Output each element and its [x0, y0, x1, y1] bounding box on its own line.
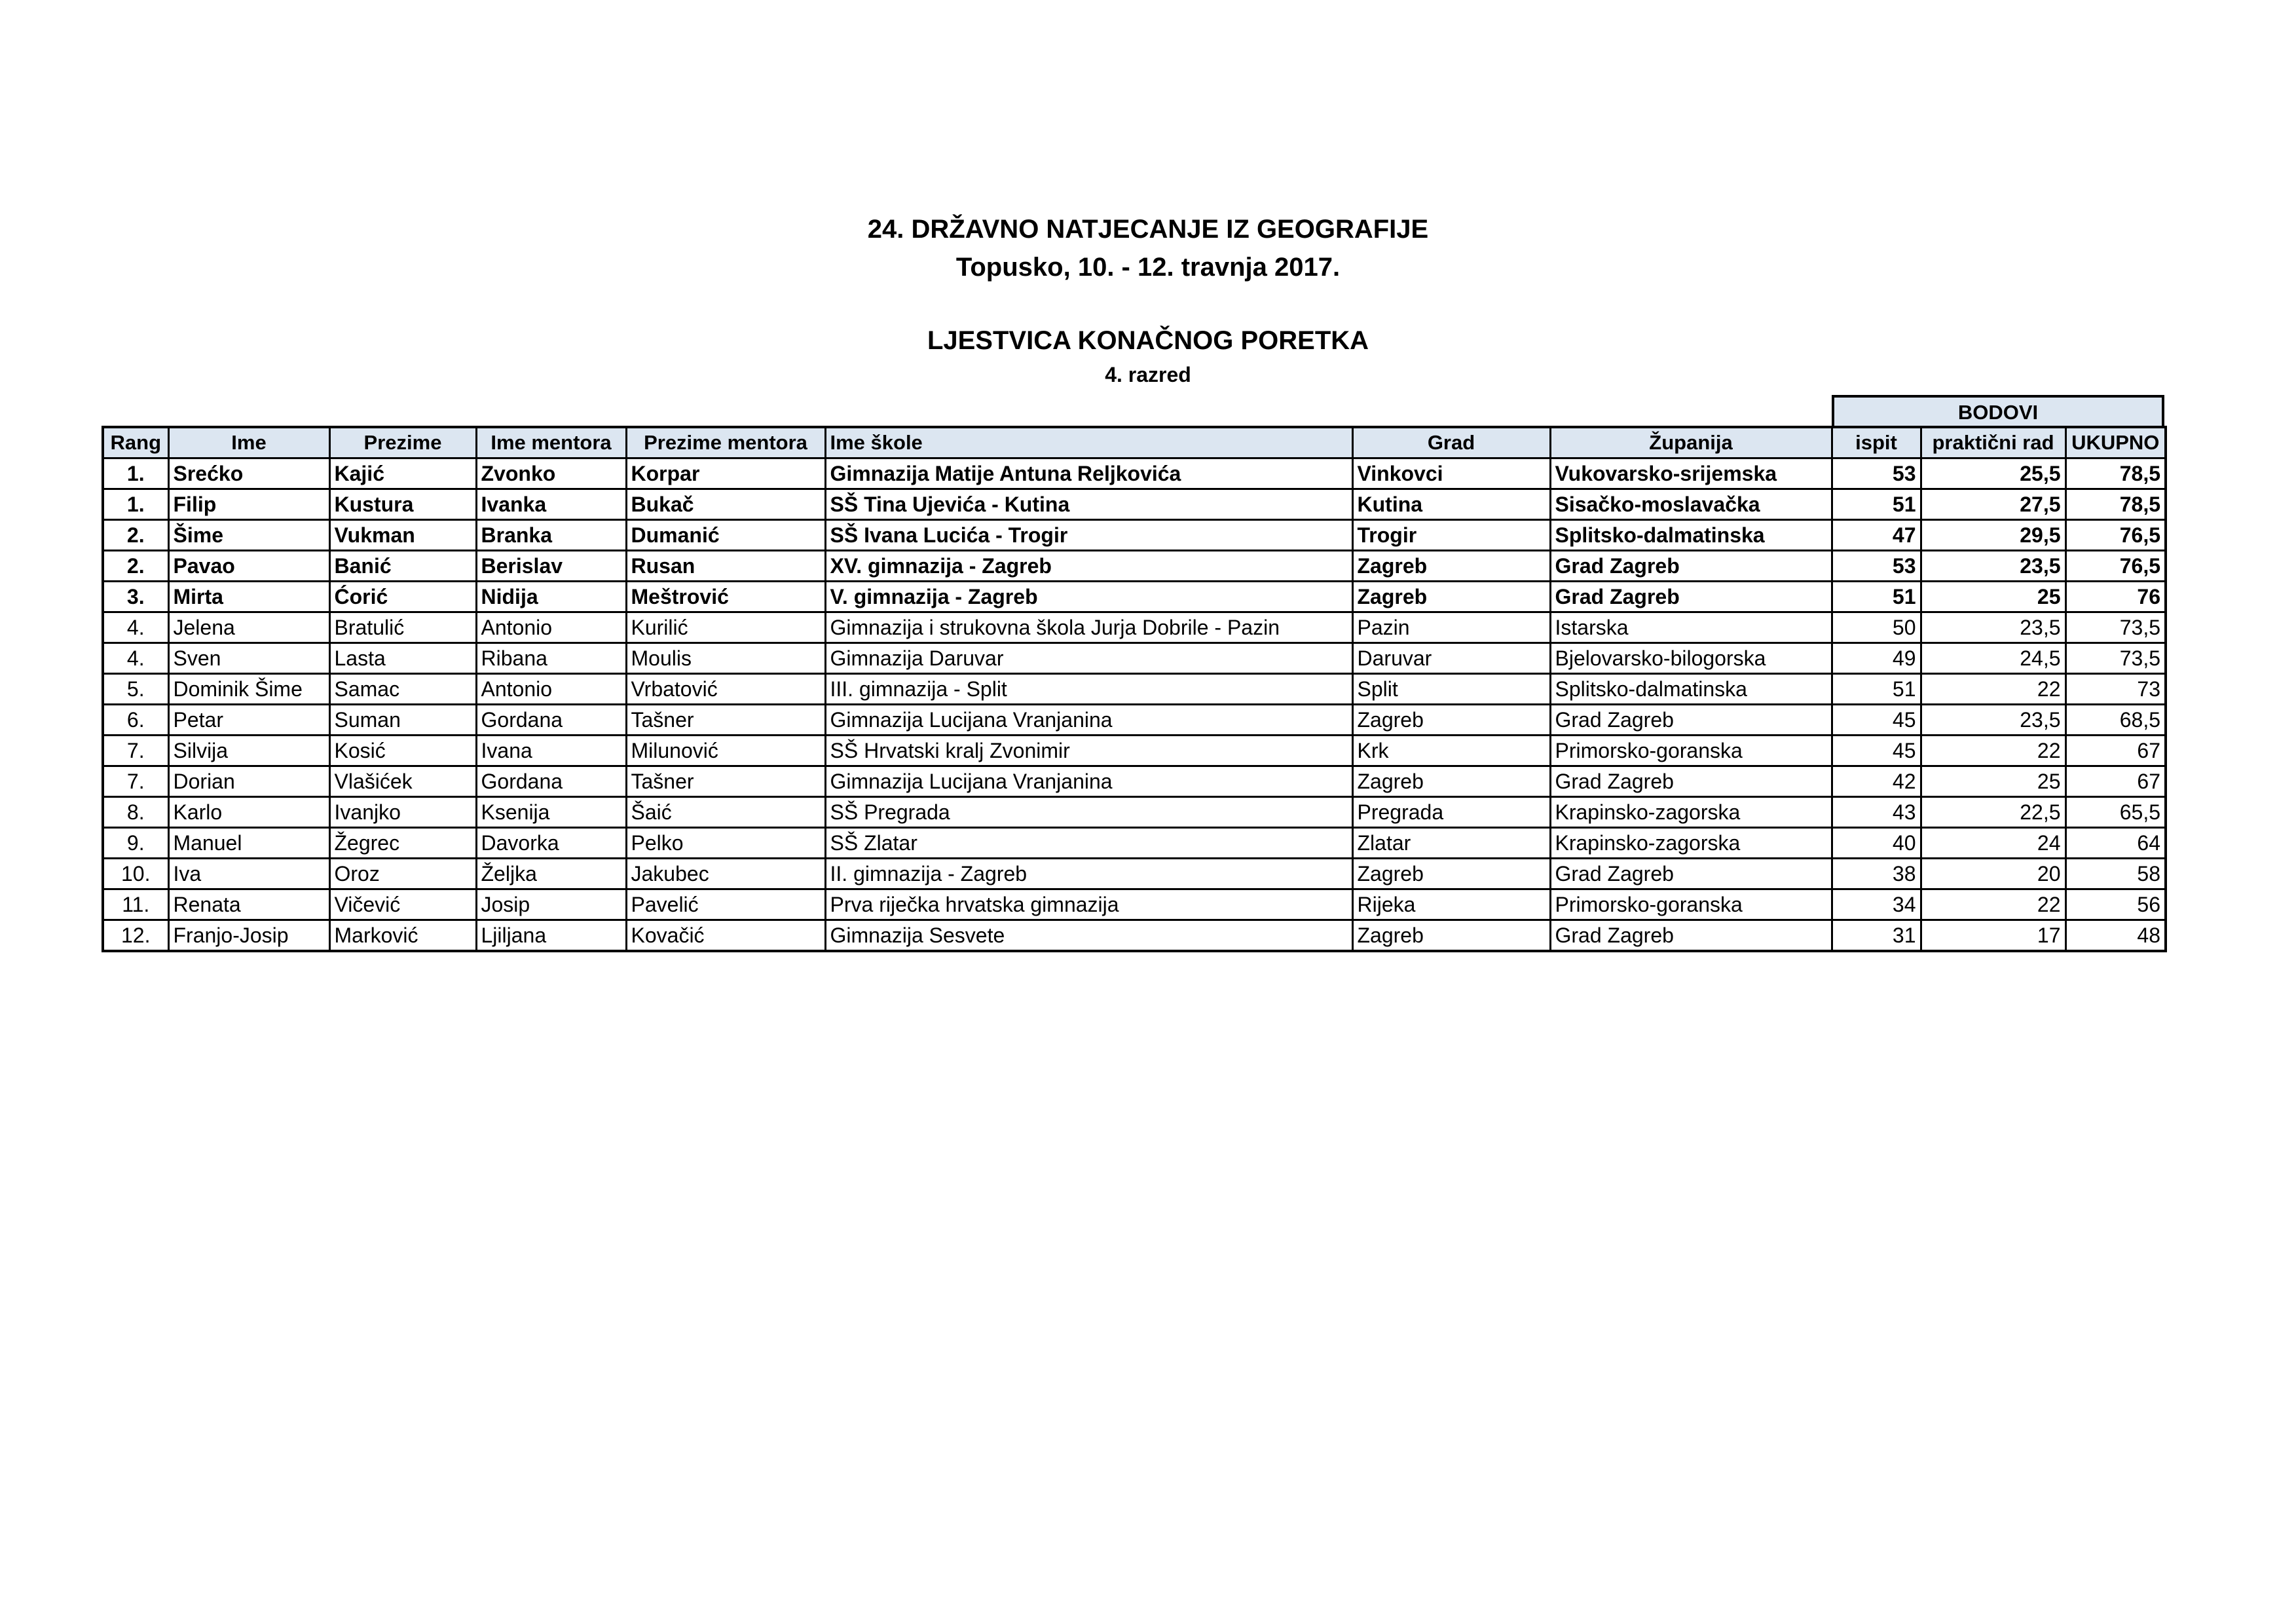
table-cell: 73,5 — [2065, 643, 2166, 674]
table-cell: 68,5 — [2065, 705, 2166, 736]
table-row — [103, 489, 2166, 520]
table-cell: 22,5 — [1921, 797, 2065, 828]
table-cell: Bratulić — [329, 612, 476, 643]
table-cell: Krapinsko-zagorska — [1550, 797, 1832, 828]
table-cell: Kosić — [329, 736, 476, 766]
table-cell: Jakubec — [626, 859, 825, 889]
table-cell: V. gimnazija - Zagreb — [825, 582, 1352, 612]
table-cell: 42 — [1832, 766, 1921, 797]
column-header: praktični rad — [1921, 427, 2065, 458]
table-cell: 9. — [103, 828, 168, 859]
table-cell: 51 — [1832, 674, 1921, 705]
table-cell: 12. — [103, 920, 168, 952]
table-cell: 58 — [2065, 859, 2166, 889]
table-cell: 17 — [1921, 920, 2065, 952]
table-cell: 78,5 — [2065, 489, 2166, 520]
table-cell: Vukovarsko-srijemska — [1550, 458, 1832, 489]
table-cell: Gordana — [476, 766, 626, 797]
table-cell: 25 — [1921, 582, 2065, 612]
table-cell: Dumanić — [626, 520, 825, 551]
table-cell: Trogir — [1352, 520, 1550, 551]
table-cell: 45 — [1832, 705, 1921, 736]
table-cell: Rusan — [626, 551, 825, 582]
table-cell: Vukman — [329, 520, 476, 551]
table-cell: Primorsko-goranska — [1550, 736, 1832, 766]
table-cell: Daruvar — [1352, 643, 1550, 674]
event-date-location: Topusko, 10. - 12. travnja 2017. — [955, 253, 1341, 282]
table-cell: Zagreb — [1352, 920, 1550, 952]
table-cell: 5. — [103, 674, 168, 705]
table-cell: Filip — [168, 489, 329, 520]
table-cell: Grad Zagreb — [1550, 582, 1832, 612]
table-cell: Ivana — [476, 736, 626, 766]
table-cell: Šaić — [626, 797, 825, 828]
table-row — [103, 643, 2166, 674]
table-cell: 25 — [1921, 766, 2065, 797]
table-cell: Gimnazija i strukovna škola Jurja Dobrile - Pazin — [825, 612, 1352, 643]
table-cell: Kustura — [329, 489, 476, 520]
table-cell: Gimnazija Sesvete — [825, 920, 1352, 952]
table-cell: Nidija — [476, 582, 626, 612]
table-cell: Rijeka — [1352, 889, 1550, 920]
table-row — [103, 766, 2166, 797]
table-row — [103, 551, 2166, 582]
table-cell: 3. — [103, 582, 168, 612]
table-cell: Pregrada — [1352, 797, 1550, 828]
table-cell: Sven — [168, 643, 329, 674]
table-cell: 2. — [103, 551, 168, 582]
table-cell: 45 — [1832, 736, 1921, 766]
table-cell: Ćorić — [329, 582, 476, 612]
table-cell: Ivanjko — [329, 797, 476, 828]
table-cell: Vrbatović — [626, 674, 825, 705]
table-cell: 51 — [1832, 489, 1921, 520]
table-cell: Gimnazija Lucijana Vranjanina — [825, 766, 1352, 797]
table-cell: Ksenija — [476, 797, 626, 828]
table-cell: 50 — [1832, 612, 1921, 643]
table-cell: Željka — [476, 859, 626, 889]
table-cell: Dominik Šime — [168, 674, 329, 705]
table-cell: Karlo — [168, 797, 329, 828]
table-cell: Ljiljana — [476, 920, 626, 952]
table-cell: 25,5 — [1921, 458, 2065, 489]
column-header: Ime mentora — [476, 427, 626, 458]
table-row — [103, 582, 2166, 612]
table-cell: Pazin — [1352, 612, 1550, 643]
table-cell: Pavao — [168, 551, 329, 582]
table-cell: SŠ Hrvatski kralj Zvonimir — [825, 736, 1352, 766]
table-cell: SŠ Tina Ujevića - Kutina — [825, 489, 1352, 520]
table-cell: 23,5 — [1921, 551, 2065, 582]
table-cell: Moulis — [626, 643, 825, 674]
table-row — [103, 674, 2166, 705]
table-cell: II. gimnazija - Zagreb — [825, 859, 1352, 889]
table-cell: Lasta — [329, 643, 476, 674]
table-cell: Ivanka — [476, 489, 626, 520]
table-row — [103, 612, 2166, 643]
table-cell: Zlatar — [1352, 828, 1550, 859]
table-cell: Kutina — [1352, 489, 1550, 520]
table-cell: Zagreb — [1352, 551, 1550, 582]
table-cell: Žegrec — [329, 828, 476, 859]
table-row — [103, 920, 2166, 952]
column-header: Grad — [1352, 427, 1550, 458]
table-cell: Gimnazija Lucijana Vranjanina — [825, 705, 1352, 736]
table-cell: 7. — [103, 736, 168, 766]
table-cell: 11. — [103, 889, 168, 920]
column-header: Prezime — [329, 427, 476, 458]
table-cell: Josip — [476, 889, 626, 920]
points-group-header: BODOVI — [1832, 395, 2164, 426]
table-cell: Marković — [329, 920, 476, 952]
table-cell: Jelena — [168, 612, 329, 643]
table-cell: Zagreb — [1352, 859, 1550, 889]
table-row — [103, 889, 2166, 920]
table-cell: Renata — [168, 889, 329, 920]
table-cell: 53 — [1832, 551, 1921, 582]
table-cell: Primorsko-goranska — [1550, 889, 1832, 920]
table-cell: 1. — [103, 489, 168, 520]
table-cell: XV. gimnazija - Zagreb — [825, 551, 1352, 582]
table-cell: 76 — [2065, 582, 2166, 612]
table-row — [103, 859, 2166, 889]
table-cell: 24 — [1921, 828, 2065, 859]
table-cell: Antonio — [476, 674, 626, 705]
table-cell: Bukač — [626, 489, 825, 520]
table-cell: 4. — [103, 643, 168, 674]
table-cell: 23,5 — [1921, 705, 2065, 736]
table-cell: Suman — [329, 705, 476, 736]
table-cell: Grad Zagreb — [1550, 920, 1832, 952]
table-cell: 51 — [1832, 582, 1921, 612]
table-cell: Franjo-Josip — [168, 920, 329, 952]
table-cell: 22 — [1921, 889, 2065, 920]
table-cell: III. gimnazija - Split — [825, 674, 1352, 705]
table-cell: Dorian — [168, 766, 329, 797]
table-cell: Gimnazija Matije Antuna Reljkovića — [825, 458, 1352, 489]
table-cell: 48 — [2065, 920, 2166, 952]
table-cell: 22 — [1921, 674, 2065, 705]
table-cell: Splitsko-dalmatinska — [1550, 520, 1832, 551]
column-header: Ime škole — [825, 427, 1352, 458]
table-cell: Prva riječka hrvatska gimnazija — [825, 889, 1352, 920]
table-cell: Grad Zagreb — [1550, 551, 1832, 582]
table-cell: Bjelovarsko-bilogorska — [1550, 643, 1832, 674]
table-row — [103, 828, 2166, 859]
table-cell: 65,5 — [2065, 797, 2166, 828]
table-cell: Oroz — [329, 859, 476, 889]
table-row — [103, 736, 2166, 766]
table-row — [103, 520, 2166, 551]
table-cell: Splitsko-dalmatinska — [1550, 674, 1832, 705]
table-cell: 40 — [1832, 828, 1921, 859]
table-cell: Šime — [168, 520, 329, 551]
table-cell: Berislav — [476, 551, 626, 582]
table-cell: Gordana — [476, 705, 626, 736]
table-cell: Gimnazija Daruvar — [825, 643, 1352, 674]
table-cell: Split — [1352, 674, 1550, 705]
table-row — [103, 458, 2166, 489]
table-cell: 23,5 — [1921, 612, 2065, 643]
table-cell: 7. — [103, 766, 168, 797]
table-cell: Silvija — [168, 736, 329, 766]
table-cell: 53 — [1832, 458, 1921, 489]
table-cell: Korpar — [626, 458, 825, 489]
table-cell: 2. — [103, 520, 168, 551]
table-cell: 78,5 — [2065, 458, 2166, 489]
table-cell: 6. — [103, 705, 168, 736]
table-cell: 73 — [2065, 674, 2166, 705]
table-cell: Banić — [329, 551, 476, 582]
table-cell: Iva — [168, 859, 329, 889]
table-cell: Krk — [1352, 736, 1550, 766]
table-cell: Krapinsko-zagorska — [1550, 828, 1832, 859]
table-cell: 8. — [103, 797, 168, 828]
column-header: ispit — [1832, 427, 1921, 458]
table-cell: Samac — [329, 674, 476, 705]
table-cell: Srećko — [168, 458, 329, 489]
column-header: Ime — [168, 427, 329, 458]
column-header: Županija — [1550, 427, 1832, 458]
column-header: Rang — [103, 427, 168, 458]
table-cell: 64 — [2065, 828, 2166, 859]
table-cell: 1. — [103, 458, 168, 489]
table-cell: 22 — [1921, 736, 2065, 766]
grade-label: 4. razred — [1105, 363, 1191, 386]
table-row — [103, 797, 2166, 828]
table-cell: 20 — [1921, 859, 2065, 889]
column-header: Prezime mentora — [626, 427, 825, 458]
table-cell: Grad Zagreb — [1550, 766, 1832, 797]
table-cell: Grad Zagreb — [1550, 859, 1832, 889]
table-cell: Sisačko-moslavačka — [1550, 489, 1832, 520]
table-cell: Zvonko — [476, 458, 626, 489]
table-cell: Mirta — [168, 582, 329, 612]
table-cell: Zagreb — [1352, 766, 1550, 797]
table-cell: Kajić — [329, 458, 476, 489]
table-cell: 24,5 — [1921, 643, 2065, 674]
table-cell: 29,5 — [1921, 520, 2065, 551]
results-table — [102, 426, 2167, 952]
table-cell: Vičević — [329, 889, 476, 920]
table-cell: Vinkovci — [1352, 458, 1550, 489]
table-cell: Grad Zagreb — [1550, 705, 1832, 736]
table-cell: Manuel — [168, 828, 329, 859]
table-cell: 56 — [2065, 889, 2166, 920]
table-cell: 38 — [1832, 859, 1921, 889]
table-cell: SŠ Ivana Lucića - Trogir — [825, 520, 1352, 551]
table-cell: 47 — [1832, 520, 1921, 551]
table-cell: Pavelić — [626, 889, 825, 920]
table-cell: 73,5 — [2065, 612, 2166, 643]
table-cell: Milunović — [626, 736, 825, 766]
table-cell: Zagreb — [1352, 582, 1550, 612]
table-cell: Petar — [168, 705, 329, 736]
document-title: 24. DRŽAVNO NATJECANJE IZ GEOGRAFIJE — [867, 215, 1429, 244]
table-cell: 49 — [1832, 643, 1921, 674]
table-cell: Istarska — [1550, 612, 1832, 643]
table-cell: 27,5 — [1921, 489, 2065, 520]
column-header: UKUPNO — [2065, 427, 2166, 458]
table-cell: Kurilić — [626, 612, 825, 643]
table-cell: 4. — [103, 612, 168, 643]
table-cell: 31 — [1832, 920, 1921, 952]
table-cell: Zagreb — [1352, 705, 1550, 736]
table-cell: Kovačić — [626, 920, 825, 952]
table-cell: 76,5 — [2065, 551, 2166, 582]
table-cell: Antonio — [476, 612, 626, 643]
table-cell: SŠ Pregrada — [825, 797, 1352, 828]
table-cell: Pelko — [626, 828, 825, 859]
ranking-title: LJESTVICA KONAČNOG PORETKA — [927, 326, 1369, 355]
table-row — [103, 705, 2166, 736]
table-cell: 43 — [1832, 797, 1921, 828]
table-cell: Meštrović — [626, 582, 825, 612]
table-cell: 34 — [1832, 889, 1921, 920]
table-cell: SŠ Zlatar — [825, 828, 1352, 859]
table-cell: Ribana — [476, 643, 626, 674]
table-cell: Davorka — [476, 828, 626, 859]
table-cell: 10. — [103, 859, 168, 889]
table-cell: 76,5 — [2065, 520, 2166, 551]
table-cell: Vlašićek — [329, 766, 476, 797]
header-row — [103, 427, 2166, 458]
table-cell: Branka — [476, 520, 626, 551]
table-cell: Tašner — [626, 705, 825, 736]
table-cell: Tašner — [626, 766, 825, 797]
table-cell: 67 — [2065, 736, 2166, 766]
table-cell: 67 — [2065, 766, 2166, 797]
results-body — [103, 458, 2166, 952]
